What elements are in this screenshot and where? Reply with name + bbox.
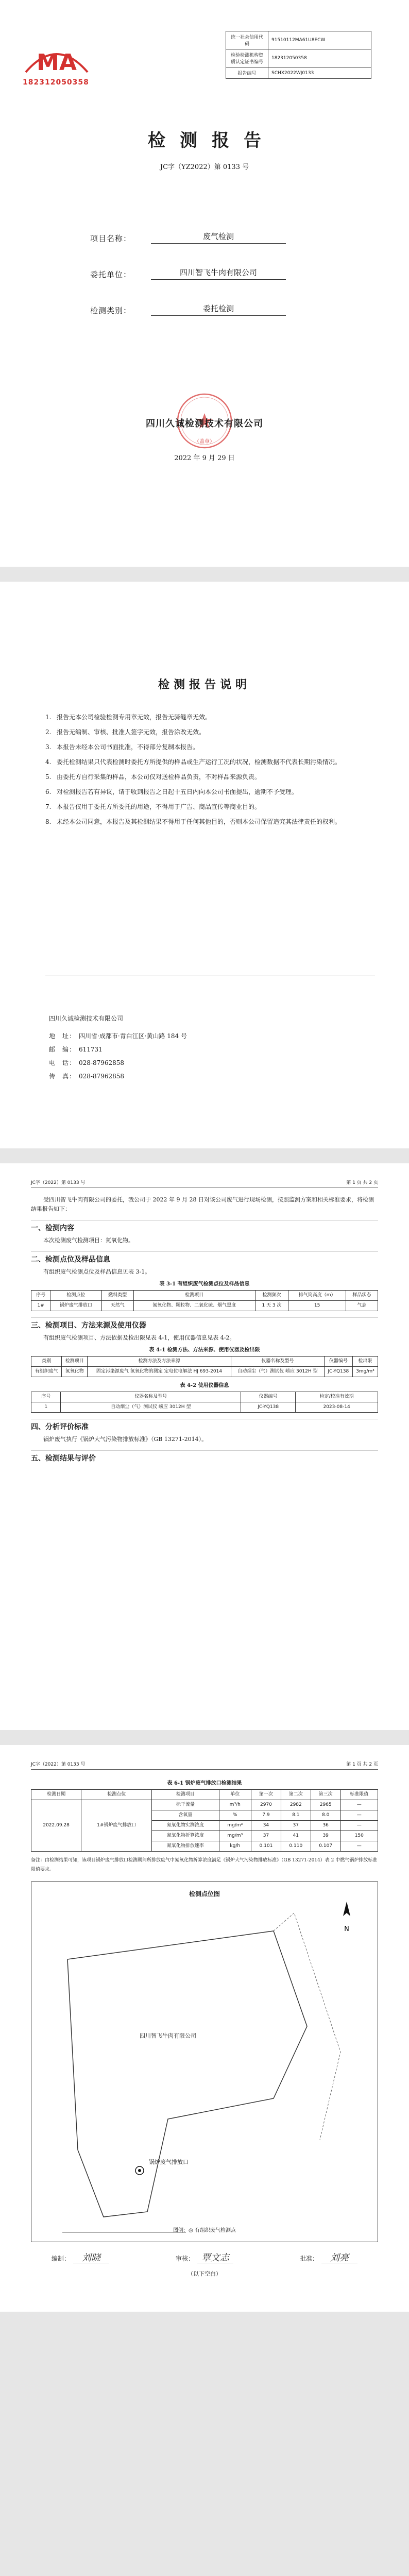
results-body [31,1777,378,2279]
field-value: 废气检测 [151,231,286,244]
table-header: 检测项目 [62,1357,88,1367]
table-cell: 天然气 [101,1301,133,1311]
section-heading: 三、检测项目、方法来源及使用仪器 [31,1317,378,1330]
table-cell: 41 [281,1831,311,1841]
list-item: 7. 本报告仅用于委托方所委托的用途，不得用于广告、商品宣传等商业目的。 [45,803,261,810]
table-row [31,1800,378,1810]
list-item: 6. 对检测报告若有异议，请于收到报告之日起十五日内向本公司书面提出，逾期不予受理。 [45,788,298,795]
handwritten-signature: 刘晓 [73,2253,109,2263]
table-cell: 1 [31,1402,61,1413]
table-header: 样品状态 [346,1291,378,1301]
table-cell: 标干流量 [152,1800,219,1810]
table-caption: 表 3-1 有组织废气检测点位及样品信息 [159,1281,250,1287]
table-cell: 2022.09.28 [31,1800,81,1852]
table-cell: 自动烟尘（气）测试仪 崂应 3012H 型 [61,1402,241,1413]
table-cell: kg/h [219,1841,251,1852]
signature-block [176,2253,233,2263]
table-cell: 2965 [311,1800,340,1810]
site-plan-icon [31,1882,378,2242]
site-diagram [31,1882,378,2242]
table-cell: 8.0 [311,1810,340,1821]
results-table [31,1789,378,1852]
list-item: 2. 报告无编制、审核、批准人签字无效，报告涂改无效。 [45,728,206,736]
table-header: 检测方法及方法来源 [88,1357,231,1367]
section-heading: 五、检测结果与评价 [31,1450,378,1463]
table-header: 检测点位 [81,1790,152,1800]
table-cell: mg/m³ [219,1831,251,1841]
note-text: 报告无本公司检验检测专用章无效，报告无骑缝章无效。 [57,714,212,721]
diagram-title: 检测点位图 [189,1890,220,1897]
ma-logo-icon [21,41,93,77]
note-text: 由委托方自行采集的样品，本公司仅对送检样品负责，不对样品来源负责。 [57,773,261,781]
contact-label: 地 址： [49,1032,76,1040]
id-value: 182312050358 [268,49,371,67]
table-cell: 0.110 [281,1841,311,1852]
table-row [31,1402,378,1413]
table-cell: 1 天 3 次 [255,1301,288,1311]
list-item: 5. 由委托方自行采集的样品，本公司仅对送检样品负责，不对样品来源负责。 [45,773,261,781]
table-cell: 氮氧化物、颗粒物、二氧化硫、烟气黑度 [133,1301,255,1311]
table-cell: mg/m³ [219,1821,251,1831]
table-cell: — [340,1810,378,1821]
signature-row [31,2253,378,2263]
report-title: 检测报告 [148,130,276,151]
results-remark: 备注：由检测结果可知，该项目锅炉废气排放口检测期间所排放废气中氮氧化物折算浓度满足《锅炉大气污染物排放标准》（GB 13271-2014）表 2 中燃气锅炉排放标准限值要求。 [31,1858,378,1872]
table-cell: 7.9 [251,1810,281,1821]
field-value: 四川智飞牛肉有限公司 [151,267,286,280]
table-header: 标准限值 [340,1790,378,1800]
list-item: 1. 报告无本公司检验检测专用章无效，报告无骑缝章无效。 [45,714,212,721]
sampling-table [31,1290,378,1311]
notes-list [45,713,375,833]
field-label: 检测类别： [90,306,132,315]
table-caption: 表 6-1 锅炉废气排放口检测结果 [167,1781,242,1786]
table-header: 单位 [219,1790,251,1800]
table-header: 第二次 [281,1790,311,1800]
diagram-legend: 图例：◎ 有组织废气检测点 [173,2228,236,2233]
handwritten-signature: 覃文志 [197,2253,233,2263]
contact-value: 611731 [79,1046,103,1053]
sign-label: 批准： [299,2255,318,2262]
cover-field-row [90,267,286,280]
note-text: 委托检测结果只代表检测时委托方所提供的样品或生产运行工况的状况，检测数据不代表长期污染情况。 [57,758,342,766]
table-cell: 37 [251,1831,281,1841]
cover-page [0,0,409,567]
table-cell: JC-YQ138 [324,1367,352,1377]
table-cell: — [340,1800,378,1810]
table-header: 检测项目 [152,1790,219,1800]
table-cell: 自动烟尘（气）测试仪 崂应 3012H 型 [231,1367,324,1377]
contact-value: 028-87962858 [79,1073,125,1080]
table-cell: 0.107 [311,1841,340,1852]
running-header [31,1760,378,1770]
contact-block [49,1012,187,1083]
note-text: 本报告未经本公司书面批准，不得部分复制本报告。 [57,743,199,751]
table-cell: % [219,1810,251,1821]
end-marker: （以下空白） [188,2270,221,2277]
table-header: 第三次 [311,1790,340,1800]
running-header-left: JC字（2022）第 0133 号 [31,1762,86,1767]
table-cell: 34 [251,1821,281,1831]
method-table [31,1356,378,1377]
contact-row [49,1043,187,1056]
contact-row [49,1029,187,1043]
section-text: 本次检测废气检测项目：氮氧化物。 [43,1237,134,1244]
list-item: 4. 委托检测结果只代表检测时委托方所提供的样品或生产运行工况的状况，检测数据不代表长期污染情况。 [45,758,342,766]
cover-field-row [90,231,286,244]
signature-block [52,2253,109,2263]
table-header: 检测点位 [50,1291,101,1301]
table-header: 检出限 [352,1357,378,1367]
table-cell: JC-YQ138 [241,1402,296,1413]
section-text: 锅炉废气执行《锅炉大气污染物排放标准》（GB 13271-2014）。 [43,1436,208,1443]
table-caption: 表 4-1 检测方法、方法来源、使用仪器及检出限 [149,1347,260,1353]
table-cell: 2982 [281,1800,311,1810]
table-header: 排气筒高度（m） [288,1291,346,1301]
body-page [0,1163,409,1730]
table-cell: 39 [311,1831,340,1841]
table-header: 类别 [31,1357,62,1367]
table-cell: 2970 [251,1800,281,1810]
table-cell: 氮氧化物排放速率 [152,1841,219,1852]
ma-number: 182312050358 [23,78,89,87]
running-header-right: 第 1 页 共 2 页 [346,1180,378,1185]
contact-value: 四川省·成都市·青白江区·黄山路 184 号 [79,1032,187,1040]
table-header: 仪器编号 [324,1357,352,1367]
table-cell: 2023-08-14 [296,1402,378,1413]
contact-row [49,1070,187,1083]
note-text: 对检测报告若有异议，请于收到报告之日起十五日内向本公司书面提出，逾期不予受理。 [57,788,298,795]
signature-block [300,2253,357,2263]
table-header: 检测日期 [31,1790,81,1800]
table-header: 仪器名称及型号 [231,1357,324,1367]
table-cell: 8.1 [281,1810,311,1821]
cover-fields [90,231,286,339]
table-header: 第一次 [251,1790,281,1800]
id-table [226,31,371,79]
intro-paragraph: 受四川智飞牛肉有限公司的委托，我公司于 2022 年 9 月 28 日对该公司废气进行现场检测，按照监测方案和相关标准要求，将检测结果报告如下： [31,1196,374,1212]
table-header: 仪器名称及型号 [61,1392,241,1402]
instrument-table [31,1392,378,1413]
field-value: 委托检测 [151,303,286,316]
table-cell: 气态 [346,1301,378,1311]
table-cell: 有组织废气 [31,1367,62,1377]
cover-field-row [90,303,286,316]
running-header-right: 第 1 页 共 2 页 [346,1762,378,1767]
contact-row [49,1056,187,1070]
note-text: 报告无编制、审核、批准人签字无效，报告涂改无效。 [57,728,206,736]
sign-label: 审核： [175,2255,194,2262]
issuing-organization: 四川久诚检测技术有限公司 [146,418,263,429]
table-cell: 0.101 [251,1841,281,1852]
table-cell: 3mg/m³ [352,1367,378,1377]
ma-certification-mark [21,41,95,87]
report-date: 2022 年 9 月 29 日 [174,454,235,462]
site-label: 四川智飞牛肉有限公司 [140,2032,196,2039]
field-label: 委托单位： [90,270,132,279]
table-cell: 1# [31,1301,50,1311]
running-header-left: JC字（2022）第 0133 号 [31,1180,86,1185]
contact-label: 电 话： [49,1059,76,1066]
table-cell: 150 [340,1831,378,1841]
results-page [0,1745,409,2312]
note-text: 未经本公司同意，本报告及其检测结果不得用于任何其他目的，否则本公司保留追究其法律责任的权利。 [57,818,342,825]
report-body [31,1195,378,1466]
point-label: 锅炉废气排放口 [149,2159,189,2165]
contact-org: 四川久诚检测技术有限公司 [49,1015,124,1022]
id-key: 统一社会信用代码 [226,31,268,49]
handwritten-signature: 刘亮 [321,2253,357,2263]
table-cell: 固定污染源废气 氮氧化物的测定 定电位电解法 HJ 693-2014 [88,1367,231,1377]
table-cell: — [340,1841,378,1852]
contact-label: 邮 编： [49,1046,76,1053]
table-header: 序号 [31,1291,50,1301]
list-item: 3. 本报告未经本公司书面批准，不得部分复制本报告。 [45,743,199,751]
table-header: 燃料类型 [101,1291,133,1301]
report-number: JC字（YZ2022）第 0133 号 [160,163,249,171]
section-text: 有组织废气检测点位及样品信息见表 3-1。 [43,1268,151,1275]
section-text: 有组织废气检测项目、方法依据及检出限见表 4-1，使用仪器信息见表 4-2。 [43,1334,235,1341]
table-cell: 含氧量 [152,1810,219,1821]
section-heading: 一、检测内容 [31,1220,378,1233]
table-header: 检测项目 [133,1291,255,1301]
svg-text:MA: MA [37,49,77,76]
section-heading: 二、检测点位及样品信息 [31,1251,378,1264]
field-label: 项目名称： [90,234,132,243]
table-cell: 37 [281,1821,311,1831]
id-key: 报告编号 [226,67,268,79]
table-cell: 锅炉废气排放口 [50,1301,101,1311]
table-cell: 氮氧化物 [62,1367,88,1377]
table-cell: 1#锅炉废气排放口 [81,1800,152,1852]
table-row [31,1367,378,1377]
section-heading: 四、分析评价标准 [31,1419,378,1432]
sign-label: 编制： [52,2255,71,2262]
table-cell: m³/h [219,1800,251,1810]
id-value: SCHX2022WJ0133 [268,67,371,79]
table-cell: 15 [288,1301,346,1311]
svg-text:N: N [344,1925,349,1933]
table-header: 序号 [31,1392,61,1402]
list-item: 8. 未经本公司同意，本报告及其检测结果不得用于任何其他目的，否则本公司保留追究其法律责任的权利。 [45,818,342,825]
table-cell: — [340,1821,378,1831]
table-cell: 36 [311,1821,340,1831]
table-row [31,1301,378,1311]
notes-page [0,582,409,1148]
table-cell: 氮氧化物实测浓度 [152,1821,219,1831]
north-arrow-icon [343,1902,350,1916]
table-header: 检定/校准有效期 [296,1392,378,1402]
seal-caption: （盖章） [194,439,215,445]
running-header [31,1179,378,1188]
contact-value: 028-87962858 [79,1059,125,1066]
id-value: 91510112MA61U8ECW [268,31,371,49]
table-header: 仪器编号 [241,1392,296,1402]
table-caption: 表 4-2 使用仪器信息 [180,1383,229,1388]
table-cell: 氮氧化物折算浓度 [152,1831,219,1841]
note-text: 本报告仅用于委托方所委托的用途，不得用于广告、商品宣传等商业目的。 [57,803,261,810]
contact-label: 传 真： [49,1073,76,1080]
notes-title: 检测报告说明 [158,678,251,691]
table-header: 检测频次 [255,1291,288,1301]
id-key: 检验检测机构资质认定证书编号 [226,49,268,67]
